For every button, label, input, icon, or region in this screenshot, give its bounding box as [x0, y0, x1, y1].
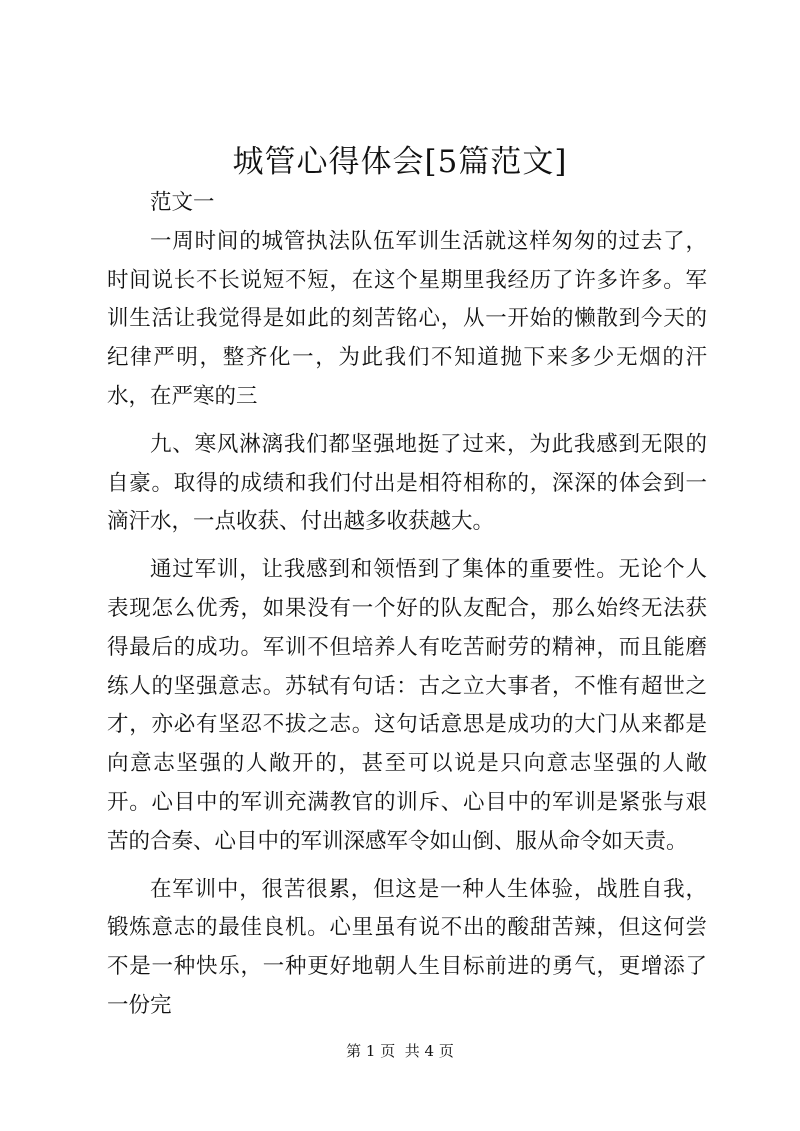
paragraph-gap — [107, 862, 707, 871]
section-heading: 范文一 — [150, 190, 215, 215]
paragraph-3: 通过军训，让我感到和领悟到了集体的重要性。无论个人表现怎么优秀，如果没有一个好的队友配合，那么始终无法获得最后的成功。军训不但培养人有吃苦耐劳的精神，而且能磨练人的坚强意志。苏轼有句话：古之立大事者，不惟有超世之才，亦必有坚忍不拔之志。这句话意思是成功的大门从来都是向意志坚强的人敞开的，甚至可以说是只向意志坚强的人敞开。心目中的军训充满教官的训斥、心目中的军训是紧张与艰苦的合奏、心目中的军训深感军令如山倒、服从命令如天责。 — [107, 557, 707, 854]
paragraph-gap — [107, 542, 707, 551]
paragraph-4: 在军训中，很苦很累，但这是一种人生体验，战胜自我，锻炼意志的最佳良机。心里虽有说不出的酸甜苦辣，但这何尝不是一种快乐，一种更好地朝人生目标前进的勇气，更增添了一份完 — [107, 876, 707, 1018]
paragraph-gap — [107, 417, 707, 426]
paragraph-2: 九、寒风淋漓我们都坚强地挺了过来，为此我感到无限的自豪。取得的成绩和我们付出是相符相称的，深深的体会到一滴汗水，一点收获、付出越多收获越大。 — [107, 431, 707, 535]
paragraph-1: 一周时间的城管执法队伍军训生活就这样匆匆的过去了，时间说长不长说短不短，在这个星期里我经历了许多许多。军训生活让我觉得是如此的刻苦铭心，从一开始的懒散到今天的纪律严明，整齐化一，为此我们不知道抛下来多少无烟的汗水，在严寒的三 — [107, 228, 707, 409]
document-title: 城管心得体会[5篇范文] — [232, 144, 568, 180]
document-body — [107, 184, 707, 1026]
page-footer — [0, 1041, 800, 1061]
page-number-label: 第 1 页 共 4 页 — [346, 1042, 454, 1060]
